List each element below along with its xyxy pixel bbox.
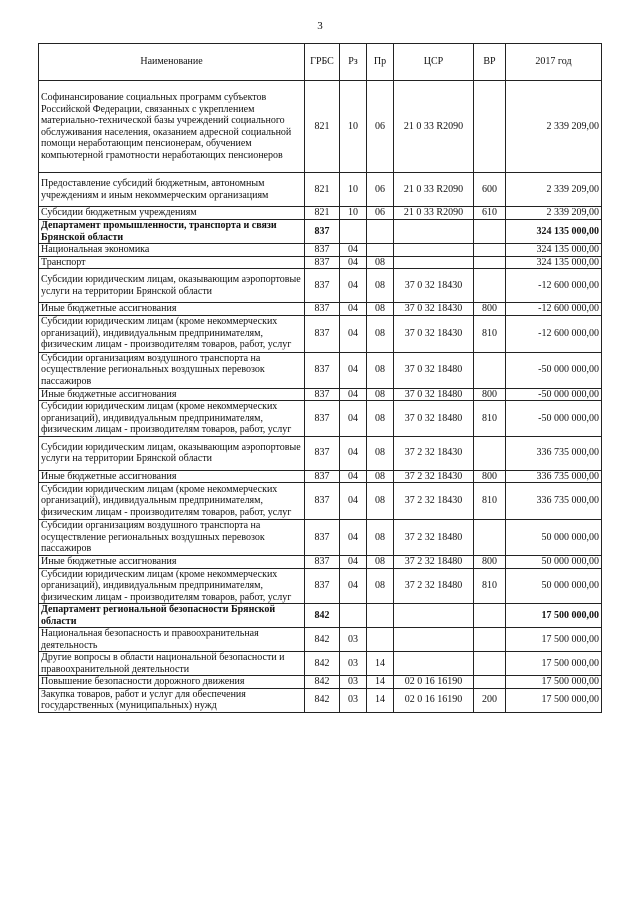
cell-amount: 2 339 209,00 [506,81,602,173]
cell-rz: 04 [340,352,367,388]
cell-csr: 02 0 16 16190 [394,676,474,689]
cell-pr: 08 [367,256,394,269]
cell-rz: 04 [340,568,367,604]
table-row [39,303,602,316]
table-row [39,652,602,676]
cell-name: Субсидии бюджетным учреждениям [39,207,305,220]
cell-grbs: 837 [305,256,340,269]
table-row [39,388,602,401]
cell-grbs: 837 [305,470,340,483]
cell-vr [474,604,506,628]
table-row [39,256,602,269]
cell-pr: 08 [367,269,394,303]
cell-pr: 08 [367,556,394,569]
table-row [39,352,602,388]
cell-rz: 10 [340,207,367,220]
table-row [39,628,602,652]
cell-grbs: 837 [305,315,340,352]
cell-csr [394,220,474,244]
cell-grbs: 837 [305,388,340,401]
cell-name: Национальная безопасность и правоохранительная деятельность [39,628,305,652]
cell-grbs: 821 [305,207,340,220]
cell-vr: 800 [474,388,506,401]
table-row [39,676,602,689]
header-grbs: ГРБС [305,44,340,81]
cell-pr: 06 [367,207,394,220]
cell-rz: 04 [340,470,367,483]
cell-rz: 04 [340,256,367,269]
table-row [39,556,602,569]
cell-csr: 21 0 33 R2090 [394,81,474,173]
cell-csr: 37 0 32 18480 [394,401,474,437]
cell-amount: 17 500 000,00 [506,676,602,689]
cell-rz: 04 [340,303,367,316]
cell-rz: 04 [340,556,367,569]
cell-vr [474,220,506,244]
cell-rz: 04 [340,269,367,303]
cell-csr: 37 2 32 18430 [394,470,474,483]
table-row [39,520,602,556]
cell-vr [474,520,506,556]
cell-grbs: 837 [305,269,340,303]
cell-amount: -12 600 000,00 [506,269,602,303]
header-pr: Пр [367,44,394,81]
cell-name: Софинансирование социальных программ субъектов Российской Федерации, связанных с укреплением материально-технической базы учреждений социального обслуживания населения, оказанием адресной социальной помощи неработающим пенсионерам, обучением компьютерной грамотности неработающих пенсионеров [39,81,305,173]
table-row [39,244,602,257]
cell-rz: 10 [340,81,367,173]
cell-pr: 14 [367,652,394,676]
cell-name: Департамент региональной безопасности Брянской области [39,604,305,628]
cell-csr: 02 0 16 16190 [394,688,474,712]
cell-name: Предоставление субсидий бюджетным, автономным учреждениям и иным некоммерческим организациям [39,173,305,207]
cell-vr [474,269,506,303]
table-row [39,315,602,352]
cell-name: Субсидии организациям воздушного транспорта на осуществление региональных воздушных перевозок пассажиров [39,352,305,388]
cell-rz: 04 [340,436,367,470]
cell-grbs: 837 [305,520,340,556]
budget-table [38,43,602,713]
cell-amount: -50 000 000,00 [506,401,602,437]
cell-name: Другие вопросы в области национальной безопасности и правоохранительной деятельности [39,652,305,676]
cell-pr: 08 [367,388,394,401]
cell-pr: 08 [367,470,394,483]
cell-rz [340,604,367,628]
cell-amount: 17 500 000,00 [506,604,602,628]
cell-vr [474,652,506,676]
cell-amount: 336 735 000,00 [506,436,602,470]
cell-vr [474,436,506,470]
cell-amount: 50 000 000,00 [506,568,602,604]
cell-amount: 2 339 209,00 [506,207,602,220]
cell-name: Иные бюджетные ассигнования [39,303,305,316]
cell-vr [474,352,506,388]
cell-name: Субсидии организациям воздушного транспорта на осуществление региональных воздушных перевозок пассажиров [39,520,305,556]
header-vr: ВР [474,44,506,81]
cell-csr [394,628,474,652]
cell-name: Национальная экономика [39,244,305,257]
cell-pr: 08 [367,303,394,316]
cell-name: Субсидии юридическим лицам, оказывающим аэропортовые услуги на территории Брянской области [39,436,305,470]
cell-pr: 14 [367,676,394,689]
cell-name: Субсидии юридическим лицам (кроме некоммерческих организаций), индивидуальным предпринимателям, физическим лицам - производителям товаров, работ, услуг [39,568,305,604]
cell-csr [394,652,474,676]
cell-grbs: 837 [305,483,340,520]
cell-amount: 336 735 000,00 [506,470,602,483]
cell-rz: 04 [340,483,367,520]
cell-grbs: 837 [305,352,340,388]
cell-csr: 37 0 32 18430 [394,303,474,316]
cell-csr: 37 2 32 18480 [394,520,474,556]
cell-name: Субсидии юридическим лицам (кроме некоммерческих организаций), индивидуальным предпринимателям, физическим лицам - производителям товаров, работ, услуг [39,315,305,352]
cell-rz: 03 [340,676,367,689]
cell-pr: 08 [367,401,394,437]
cell-rz [340,220,367,244]
cell-vr [474,628,506,652]
cell-rz: 10 [340,173,367,207]
cell-amount: 17 500 000,00 [506,688,602,712]
cell-vr: 600 [474,173,506,207]
cell-name: Департамент промышленности, транспорта и связи Брянской области [39,220,305,244]
cell-pr [367,244,394,257]
cell-pr: 06 [367,81,394,173]
cell-name: Иные бюджетные ассигнования [39,556,305,569]
cell-name: Иные бюджетные ассигнования [39,388,305,401]
cell-csr [394,244,474,257]
cell-csr: 21 0 33 R2090 [394,173,474,207]
cell-pr: 08 [367,483,394,520]
cell-rz: 04 [340,315,367,352]
cell-pr: 08 [367,436,394,470]
table-row [39,207,602,220]
cell-name: Субсидии юридическим лицам (кроме некоммерческих организаций), индивидуальным предпринимателям, физическим лицам - производителям товаров, работ, услуг [39,483,305,520]
cell-vr [474,81,506,173]
table-row [39,483,602,520]
header-year: 2017 год [506,44,602,81]
cell-csr: 37 2 32 18480 [394,568,474,604]
cell-vr: 200 [474,688,506,712]
cell-amount: -12 600 000,00 [506,303,602,316]
cell-grbs: 837 [305,556,340,569]
cell-rz: 04 [340,520,367,556]
cell-amount: 17 500 000,00 [506,628,602,652]
cell-grbs: 842 [305,688,340,712]
cell-vr: 800 [474,556,506,569]
table-row [39,220,602,244]
cell-grbs: 837 [305,436,340,470]
table-row [39,604,602,628]
cell-grbs: 837 [305,568,340,604]
cell-grbs: 837 [305,220,340,244]
cell-csr [394,604,474,628]
cell-vr: 810 [474,315,506,352]
cell-grbs: 842 [305,628,340,652]
page-number: 3 [317,20,323,32]
cell-grbs: 821 [305,81,340,173]
cell-name: Субсидии юридическим лицам (кроме некоммерческих организаций), индивидуальным предпринимателям, физическим лицам - производителям товаров, работ, услуг [39,401,305,437]
cell-csr: 37 2 32 18480 [394,556,474,569]
cell-rz: 04 [340,244,367,257]
cell-grbs: 837 [305,401,340,437]
cell-grbs: 842 [305,652,340,676]
cell-csr [394,256,474,269]
table-row [39,81,602,173]
cell-pr: 08 [367,352,394,388]
cell-vr [474,244,506,257]
header-name: Наименование [39,44,305,81]
cell-name: Субсидии юридическим лицам, оказывающим аэропортовые услуги на территории Брянской области [39,269,305,303]
cell-amount: 324 135 000,00 [506,220,602,244]
header-csr: ЦСР [394,44,474,81]
cell-grbs: 837 [305,244,340,257]
cell-name: Закупка товаров, работ и услуг для обеспечения государственных (муниципальных) нужд [39,688,305,712]
cell-vr: 800 [474,303,506,316]
cell-csr: 37 2 32 18430 [394,483,474,520]
table-row [39,269,602,303]
cell-pr: 14 [367,688,394,712]
cell-vr: 810 [474,568,506,604]
cell-amount: -50 000 000,00 [506,352,602,388]
cell-pr: 08 [367,315,394,352]
cell-amount: 50 000 000,00 [506,556,602,569]
cell-amount: 324 135 000,00 [506,244,602,257]
cell-csr: 37 0 32 18480 [394,352,474,388]
cell-pr: 08 [367,568,394,604]
cell-name: Иные бюджетные ассигнования [39,470,305,483]
cell-amount: 336 735 000,00 [506,483,602,520]
cell-csr: 37 0 32 18480 [394,388,474,401]
cell-rz: 03 [340,688,367,712]
cell-vr: 800 [474,470,506,483]
cell-pr [367,628,394,652]
cell-grbs: 842 [305,676,340,689]
cell-grbs: 821 [305,173,340,207]
cell-amount: 324 135 000,00 [506,256,602,269]
cell-name: Транспорт [39,256,305,269]
table-header-row [39,44,602,81]
cell-name: Повышение безопасности дорожного движения [39,676,305,689]
cell-amount: 17 500 000,00 [506,652,602,676]
cell-rz: 03 [340,628,367,652]
cell-vr: 810 [474,483,506,520]
cell-vr: 810 [474,401,506,437]
cell-rz: 04 [340,388,367,401]
cell-pr: 06 [367,173,394,207]
cell-vr [474,676,506,689]
cell-pr: 08 [367,520,394,556]
cell-csr: 37 2 32 18430 [394,436,474,470]
table-row [39,688,602,712]
table-row [39,470,602,483]
cell-rz: 03 [340,652,367,676]
cell-csr: 37 0 32 18430 [394,315,474,352]
cell-pr [367,604,394,628]
table-row [39,436,602,470]
cell-grbs: 842 [305,604,340,628]
cell-amount: 50 000 000,00 [506,520,602,556]
cell-vr [474,256,506,269]
cell-rz: 04 [340,401,367,437]
table-row [39,173,602,207]
table-row [39,568,602,604]
cell-vr: 610 [474,207,506,220]
cell-csr: 21 0 33 R2090 [394,207,474,220]
cell-csr: 37 0 32 18430 [394,269,474,303]
cell-pr [367,220,394,244]
header-rz: Рз [340,44,367,81]
cell-amount: -12 600 000,00 [506,315,602,352]
table-row [39,401,602,437]
cell-amount: 2 339 209,00 [506,173,602,207]
cell-grbs: 837 [305,303,340,316]
cell-amount: -50 000 000,00 [506,388,602,401]
